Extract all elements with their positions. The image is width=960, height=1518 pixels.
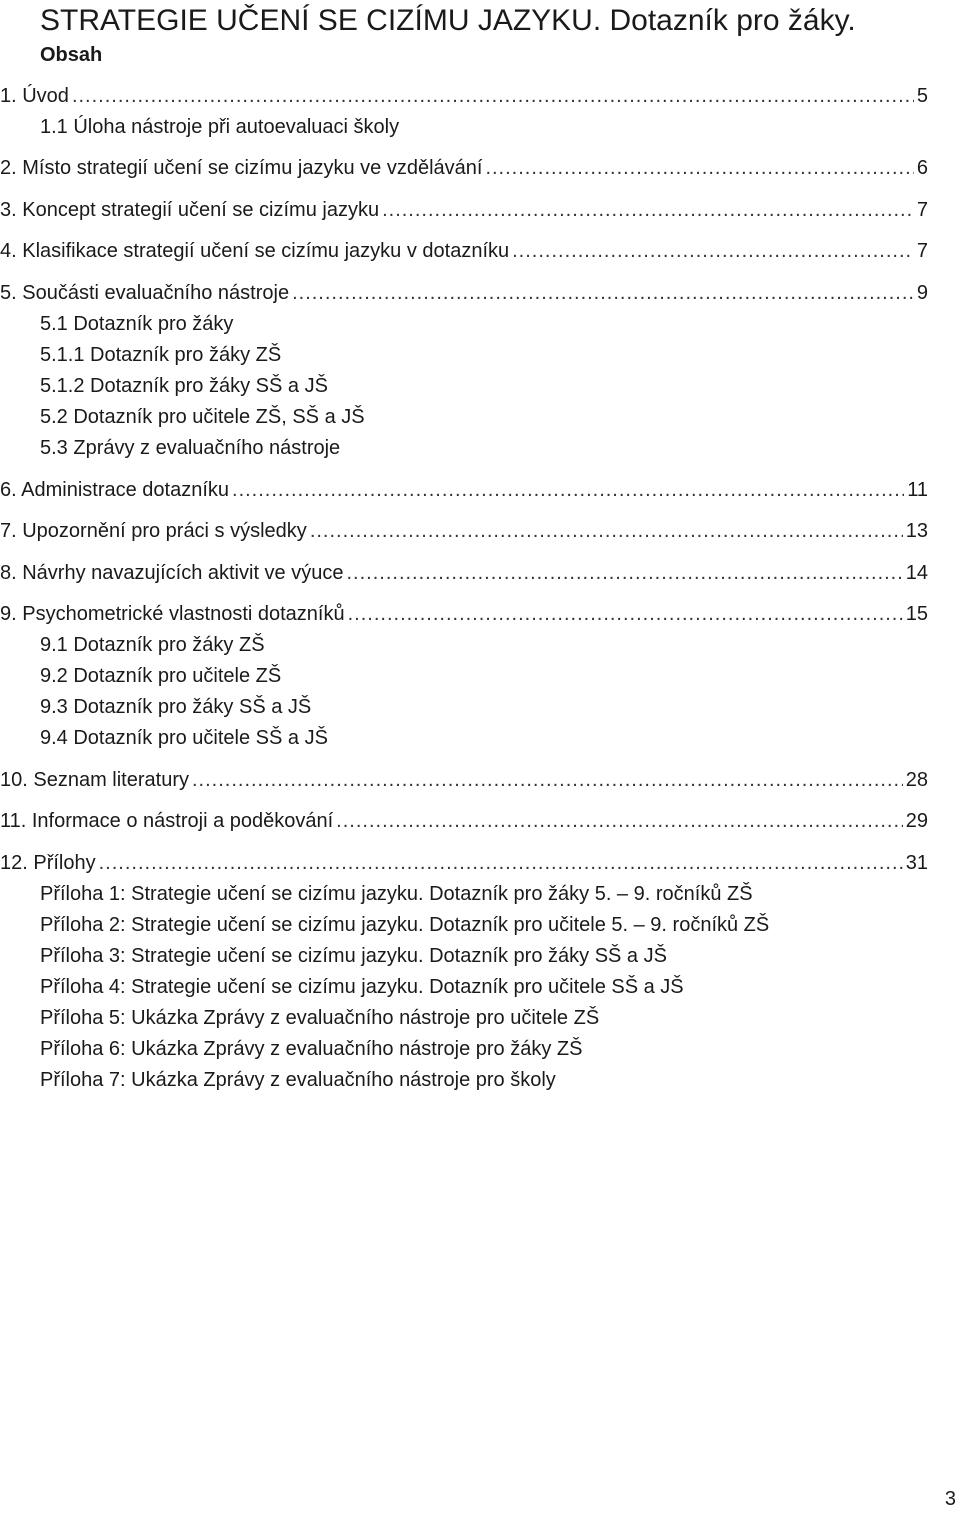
page-number: 3: [944, 1488, 956, 1510]
toc-entry[interactable]: [0, 662, 928, 690]
toc-entry-label: 7. Upozornění pro práci s výsledky: [0, 520, 307, 542]
page-title: STRATEGIE UČENÍ SE CIZÍMU JAZYKU. Dotazník pro žáky.: [40, 4, 856, 37]
toc-dot-leader: [382, 196, 914, 224]
toc-entry-page: 9: [916, 282, 928, 304]
toc-entry-page: 7: [916, 199, 928, 221]
toc-entry[interactable]: [0, 310, 928, 338]
toc-entry-page: 14: [905, 562, 928, 584]
toc-entry[interactable]: [0, 559, 928, 587]
toc-dot-leader: [99, 849, 903, 877]
toc-entry[interactable]: [0, 434, 928, 462]
toc-entry[interactable]: [0, 154, 928, 182]
toc-dot-leader: [310, 517, 903, 545]
toc-entry-page: 28: [905, 769, 928, 791]
toc-entry[interactable]: [0, 237, 928, 265]
toc-entry[interactable]: [0, 403, 928, 431]
toc-entry[interactable]: [0, 880, 928, 908]
toc-entry-label: Příloha 6: Ukázka Zprávy z evaluačního nástroje pro žáky ZŠ: [40, 1038, 583, 1060]
toc-entry[interactable]: [0, 942, 928, 970]
toc-entry[interactable]: [0, 724, 928, 752]
toc-heading: Obsah: [40, 44, 103, 66]
toc-dot-leader: [292, 279, 914, 307]
toc-entry-label: 4. Klasifikace strategií učení se cizímu jazyku v dotazníku: [0, 240, 510, 262]
toc-entry-label: 5.3 Zprávy z evaluačního nástroje: [40, 437, 341, 459]
toc-entry-label: 8. Návrhy navazujících aktivit ve výuce: [0, 562, 344, 584]
toc-entry-label: 12. Přílohy: [0, 852, 96, 874]
toc-dot-leader: [346, 559, 902, 587]
toc-entry[interactable]: [0, 1035, 928, 1063]
toc-entry-page: 11: [907, 479, 928, 501]
toc-entry-label: 1.1 Úloha nástroje při autoevaluaci školy: [40, 116, 400, 138]
toc-entry[interactable]: [0, 600, 928, 628]
toc-entry[interactable]: [0, 766, 928, 794]
toc-entry[interactable]: [0, 973, 928, 1001]
toc-entry-label: Příloha 2: Strategie učení se cizímu jazyku. Dotazník pro učitele 5. – 9. ročníků ZŠ: [40, 914, 770, 936]
toc-entry-label: Příloha 4: Strategie učení se cizímu jazyku. Dotazník pro učitele SŠ a JŠ: [40, 976, 684, 998]
toc-entry-label: 3. Koncept strategií učení se cizímu jazyku: [0, 199, 380, 221]
toc-entry-label: 10. Seznam literatury: [0, 769, 189, 791]
toc-entry[interactable]: [0, 517, 928, 545]
toc-entry[interactable]: [0, 113, 928, 141]
toc-dot-leader: [72, 82, 914, 110]
toc-entry-label: 9.3 Dotazník pro žáky SŠ a JŠ: [40, 696, 312, 718]
toc-entry-label: 9.2 Dotazník pro učitele ZŠ: [40, 665, 282, 687]
toc-entry-label: 9. Psychometrické vlastnosti dotazníků: [0, 603, 345, 625]
toc-entry-page: 29: [905, 810, 928, 832]
toc-entry[interactable]: [0, 1066, 928, 1094]
toc-entry[interactable]: [0, 279, 928, 307]
toc-entry-label: 5.2 Dotazník pro učitele ZŠ, SŠ a JŠ: [40, 406, 365, 428]
toc-dot-leader: [485, 154, 913, 182]
toc-entry[interactable]: [0, 849, 928, 877]
toc-entry-page: 13: [905, 520, 928, 542]
toc-entry-label: 6. Administrace dotazníku: [0, 479, 230, 501]
toc-entry[interactable]: [0, 341, 928, 369]
toc-entry[interactable]: [0, 911, 928, 939]
toc-entry-label: 5.1.2 Dotazník pro žáky SŠ a JŠ: [40, 375, 328, 397]
toc-entry[interactable]: [0, 476, 928, 504]
toc-entry-page: 31: [905, 852, 928, 874]
toc-entry[interactable]: [0, 693, 928, 721]
toc-entry-label: 9.1 Dotazník pro žáky ZŠ: [40, 634, 265, 656]
toc-entry-label: 5. Součásti evaluačního nástroje: [0, 282, 290, 304]
toc-entry-label: 11. Informace o nástroji a poděkování: [0, 810, 334, 832]
toc-entry-page: 5: [916, 85, 928, 107]
toc-dot-leader: [336, 807, 903, 835]
toc-entry[interactable]: [0, 631, 928, 659]
toc-entry[interactable]: [0, 807, 928, 835]
toc-dot-leader: [348, 600, 903, 628]
toc-entry-label: 9.4 Dotazník pro učitele SŠ a JŠ: [40, 727, 328, 749]
toc-entry[interactable]: [0, 82, 928, 110]
toc-dot-leader: [232, 476, 904, 504]
toc-entry-label: 5.1 Dotazník pro žáky: [40, 313, 234, 335]
toc-entry-label: Příloha 1: Strategie učení se cizímu jazyku. Dotazník pro žáky 5. – 9. ročníků ZŠ: [40, 883, 753, 905]
toc-entry[interactable]: [0, 196, 928, 224]
toc-dot-leader: [512, 237, 914, 265]
toc-entry-label: Příloha 5: Ukázka Zprávy z evaluačního nástroje pro učitele ZŠ: [40, 1007, 600, 1029]
toc-entry-page: 15: [905, 603, 928, 625]
toc-entry-label: 5.1.1 Dotazník pro žáky ZŠ: [40, 344, 282, 366]
toc-entry-label: 1. Úvod: [0, 85, 69, 107]
toc-entry-label: Příloha 3: Strategie učení se cizímu jazyku. Dotazník pro žáky SŠ a JŠ: [40, 945, 667, 967]
toc-entry-page: 6: [916, 157, 928, 179]
toc-entry[interactable]: [0, 372, 928, 400]
toc-entry-page: 7: [916, 240, 928, 262]
toc-dot-leader: [192, 766, 903, 794]
toc-entry[interactable]: [0, 1004, 928, 1032]
toc-entry-label: 2. Místo strategií učení se cizímu jazyku ve vzdělávání: [0, 157, 483, 179]
toc-entry-label: Příloha 7: Ukázka Zprávy z evaluačního nástroje pro školy: [40, 1069, 556, 1091]
